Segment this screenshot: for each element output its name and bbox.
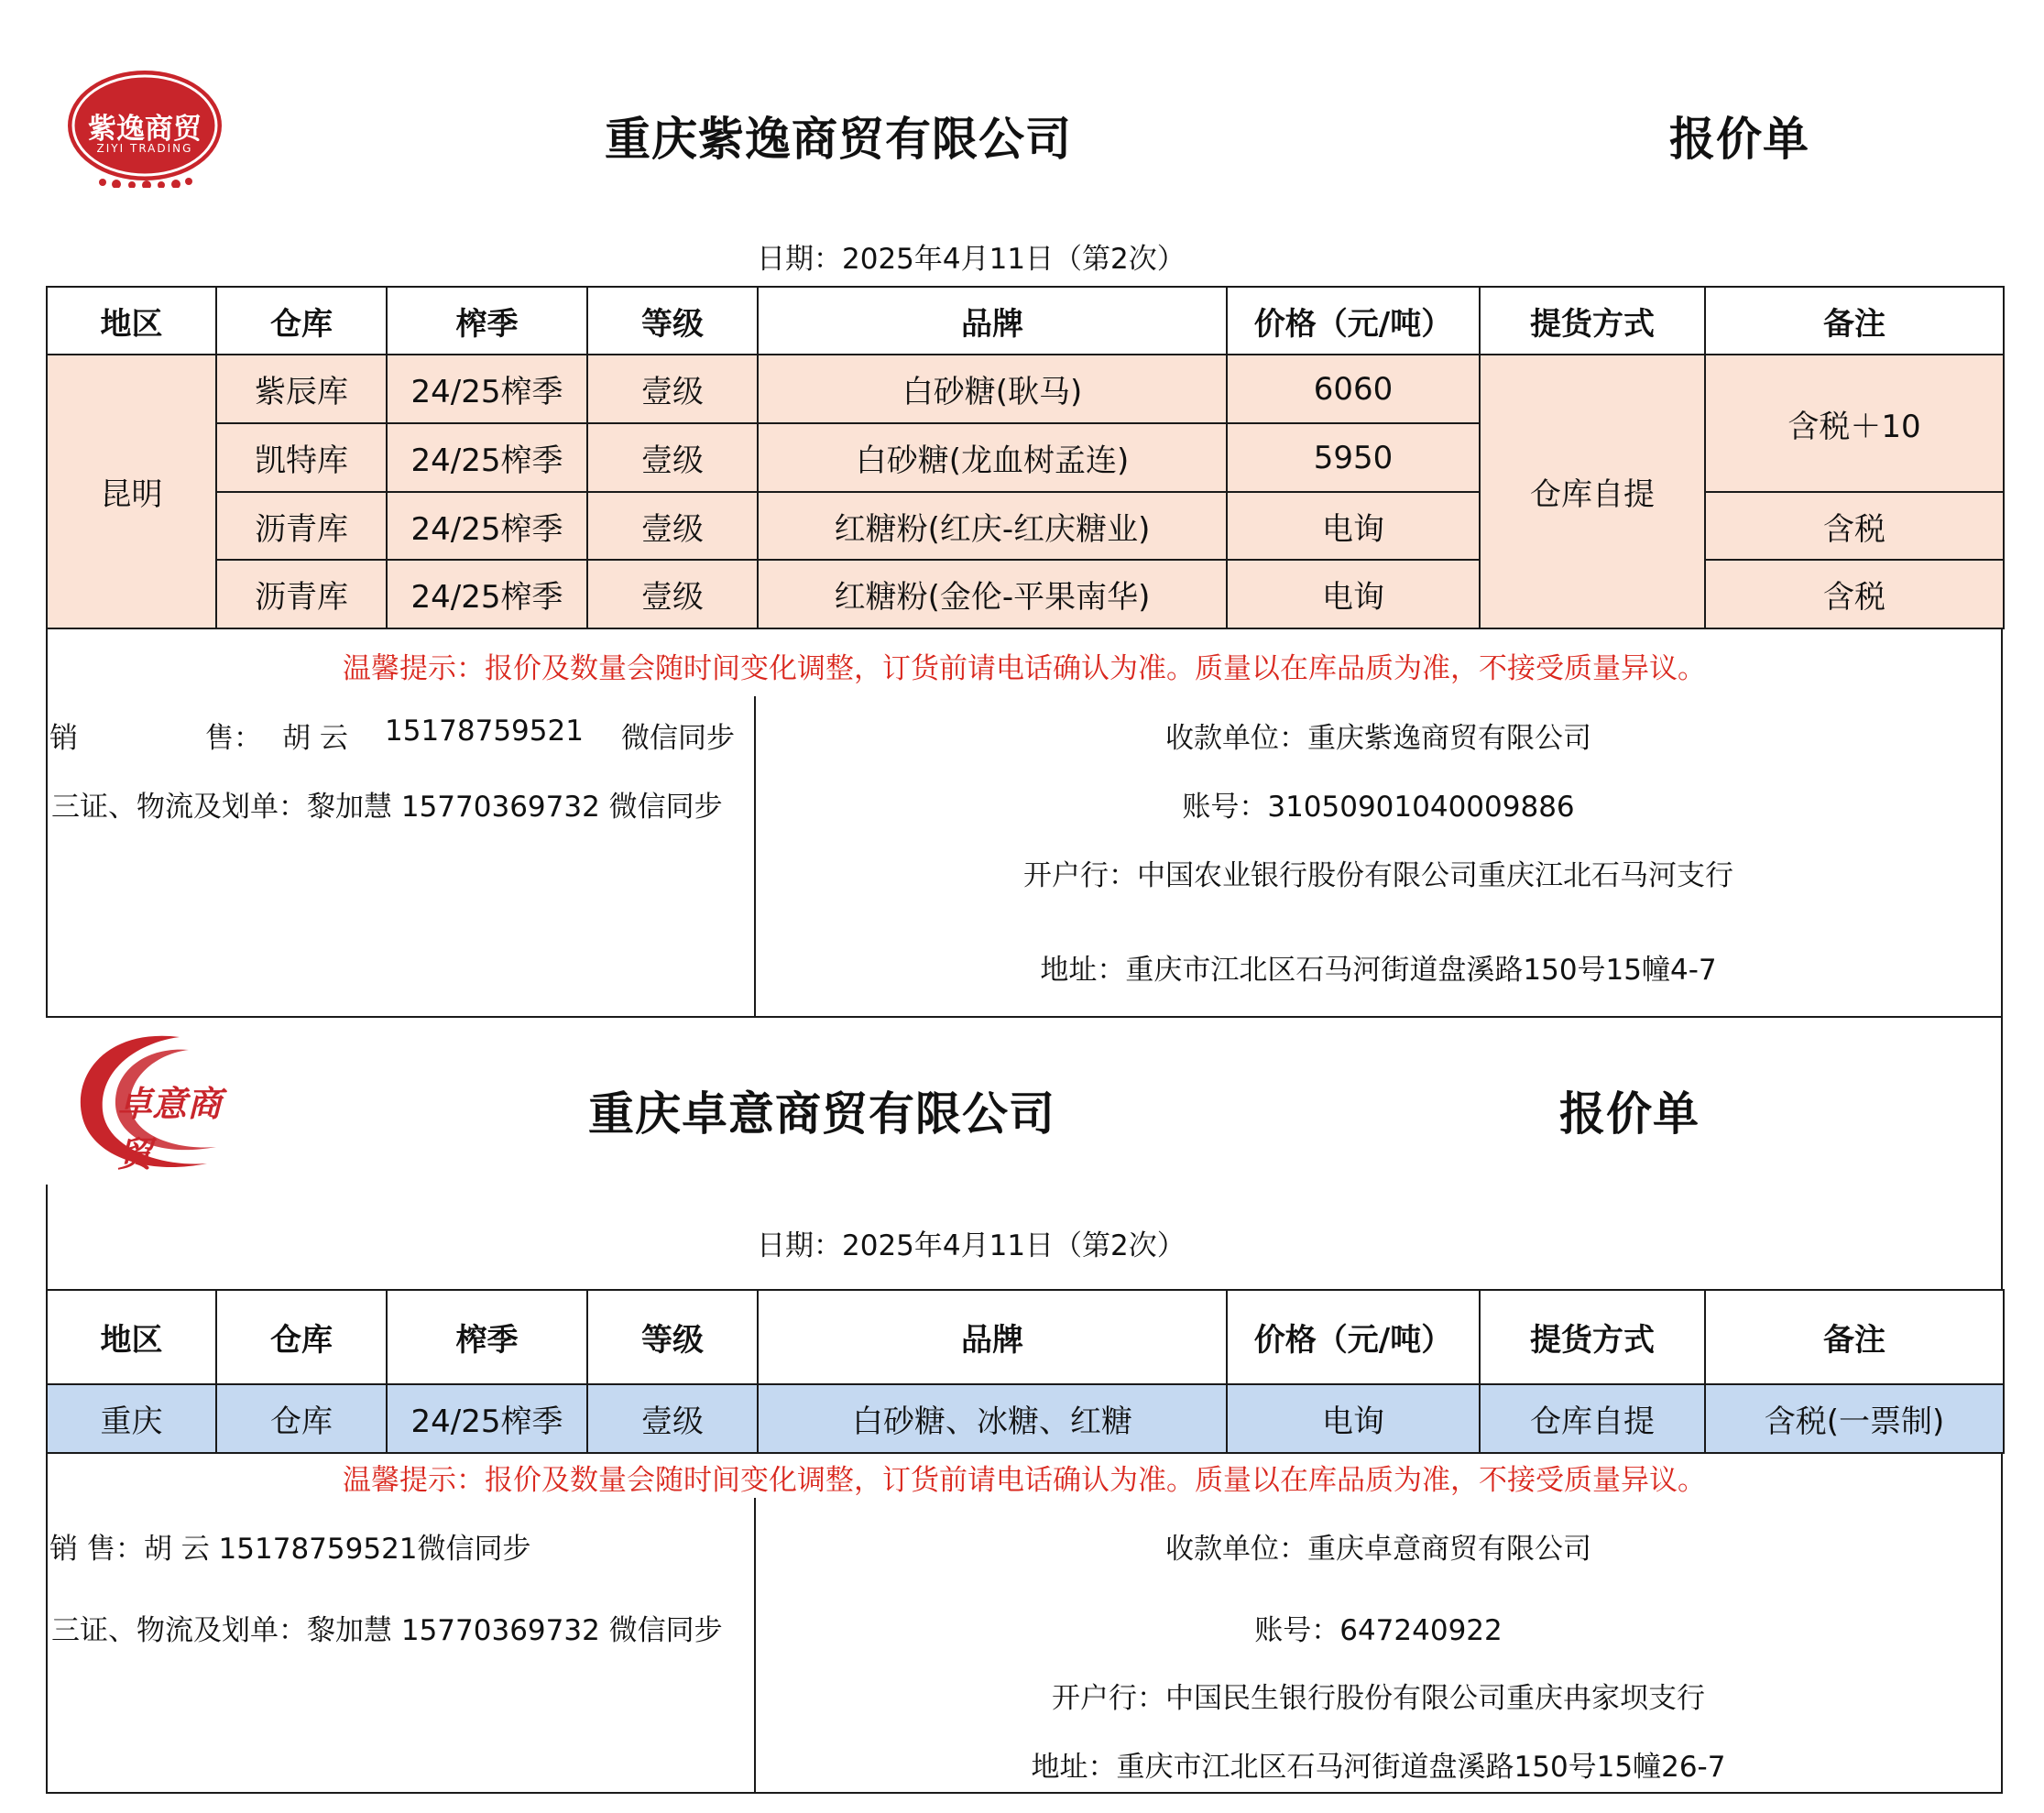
cell-brand: 红糖粉(红庆-红庆糖业) (758, 492, 1227, 560)
cell-remark: 含税 (1705, 492, 2004, 560)
cell-grade: 壹级 (587, 355, 758, 423)
quote-title-ziyi: 报价单 (1669, 113, 1809, 166)
company-title-zhuoyi: 重庆卓意商贸有限公司 (588, 1087, 1055, 1141)
cell-price: 6060 (1227, 355, 1480, 423)
quote-table-zhuoyi (46, 1289, 2005, 1454)
header-season: 榨季 (387, 1290, 587, 1384)
table-header-row (47, 1290, 2004, 1384)
account-zhuoyi: 账号：647240922 (1254, 1614, 1503, 1647)
table-row (47, 1384, 2004, 1453)
sales-phone-ziyi: 15178759521 (385, 715, 584, 748)
cell-pickup: 仓库自提 (1480, 1384, 1705, 1453)
cell-price: 5950 (1227, 423, 1480, 492)
company-title-ziyi: 重庆紫逸商贸有限公司 (605, 113, 1072, 166)
cell-region: 重庆 (47, 1384, 216, 1453)
quote-title-zhuoyi: 报价单 (1559, 1087, 1700, 1141)
cell-price: 电询 (1227, 492, 1480, 560)
header-price: 价格（元/吨） (1227, 1290, 1480, 1384)
cell-warehouse: 沥青库 (216, 560, 387, 628)
ziyi-logo-subtext: ZIYI TRADING (96, 142, 193, 155)
cell-grade: 壹级 (587, 1384, 758, 1453)
sales-label-b-ziyi: 售： (205, 722, 262, 755)
header-brand: 品牌 (758, 287, 1227, 355)
cell-brand: 白砂糖、冰糖、红糖 (758, 1384, 1227, 1453)
address-ziyi: 地址：重庆市江北区石马河街道盘溪路150号15幢4-7 (1040, 954, 1717, 987)
header-region: 地区 (47, 287, 216, 355)
table-header-row (47, 287, 2004, 355)
header-season: 榨季 (387, 287, 587, 355)
cell-remark: 含税 (1705, 560, 2004, 628)
header-warehouse: 仓库 (216, 287, 387, 355)
zhuoyi-logo-text: 卓意商贸 (117, 1084, 223, 1174)
cell-brand: 红糖粉(金伦-平果南华) (758, 560, 1227, 628)
header-grade: 等级 (587, 287, 758, 355)
ziyi-logo (66, 69, 224, 188)
table-row (47, 355, 2004, 423)
ziyi-logo-text: 紫逸商贸 (88, 113, 202, 146)
sales-name-ziyi: 胡 云 (282, 722, 348, 755)
header-warehouse: 仓库 (216, 1290, 387, 1384)
header-remark: 备注 (1705, 1290, 2004, 1384)
quote-date-zhuoyi: 日期：2025年4月11日（第2次） (757, 1229, 1186, 1262)
cell-season: 24/25榨季 (387, 1384, 587, 1453)
cell-grade: 壹级 (587, 560, 758, 628)
cell-season: 24/25榨季 (387, 355, 587, 423)
notice-zhuoyi: 温馨提示：报价及数量会随时间变化调整，订货前请电话确认为准。质量以在库品质为准，不接受质量异议。 (343, 1464, 1706, 1497)
logistics-ziyi: 三证、物流及划单：黎加慧 15770369732 微信同步 (51, 791, 723, 824)
cell-brand: 白砂糖(龙血树孟连) (758, 423, 1227, 492)
cell-remark: 含税(一票制) (1705, 1384, 2004, 1453)
quote-date-ziyi: 日期：2025年4月11日（第2次） (757, 243, 1186, 276)
header-price: 价格（元/吨） (1227, 287, 1480, 355)
address-zhuoyi: 地址：重庆市江北区石马河街道盘溪路150号15幢26-7 (1031, 1751, 1726, 1784)
payee-ziyi: 收款单位：重庆紫逸商贸有限公司 (1165, 722, 1591, 755)
sales-zhuoyi: 销 售：胡 云 15178759521微信同步 (49, 1533, 531, 1566)
header-region: 地区 (47, 1290, 216, 1384)
notice-ziyi: 温馨提示：报价及数量会随时间变化调整，订货前请电话确认为准。质量以在库品质为准，不接受质量异议。 (343, 652, 1706, 685)
header-grade: 等级 (587, 1290, 758, 1384)
table-row (47, 560, 2004, 628)
sales-label-a-ziyi: 销 (49, 722, 78, 755)
zhuoyi-logo (70, 1030, 253, 1176)
account-ziyi: 账号：31050901040009886 (1182, 791, 1575, 824)
cell-warehouse: 仓库 (216, 1384, 387, 1453)
cell-price: 电询 (1227, 1384, 1480, 1453)
cell-grade: 壹级 (587, 492, 758, 560)
logistics-zhuoyi: 三证、物流及划单：黎加慧 15770369732 微信同步 (51, 1614, 723, 1647)
header-pickup: 提货方式 (1480, 1290, 1705, 1384)
payee-zhuoyi: 收款单位：重庆卓意商贸有限公司 (1165, 1533, 1591, 1566)
header-brand: 品牌 (758, 1290, 1227, 1384)
cell-warehouse: 紫辰库 (216, 355, 387, 423)
header-remark: 备注 (1705, 287, 2004, 355)
cell-warehouse: 沥青库 (216, 492, 387, 560)
cell-grade: 壹级 (587, 423, 758, 492)
cell-region: 昆明 (47, 355, 216, 628)
bank-ziyi: 开户行：中国农业银行股份有限公司重庆江北石马河支行 (1023, 859, 1733, 892)
cell-pickup: 仓库自提 (1480, 355, 1705, 628)
cell-season: 24/25榨季 (387, 423, 587, 492)
sales-wechat-ziyi: 微信同步 (621, 722, 735, 755)
quote-table-ziyi (46, 286, 2005, 629)
cell-brand: 白砂糖(耿马) (758, 355, 1227, 423)
cell-season: 24/25榨季 (387, 560, 587, 628)
cell-remark: 含税＋10 (1705, 355, 2004, 492)
cell-warehouse: 凯特库 (216, 423, 387, 492)
header-pickup: 提货方式 (1480, 287, 1705, 355)
table-row (47, 492, 2004, 560)
cell-price: 电询 (1227, 560, 1480, 628)
cell-season: 24/25榨季 (387, 492, 587, 560)
bank-zhuoyi: 开户行：中国民生银行股份有限公司重庆冉家坝支行 (1052, 1682, 1705, 1715)
